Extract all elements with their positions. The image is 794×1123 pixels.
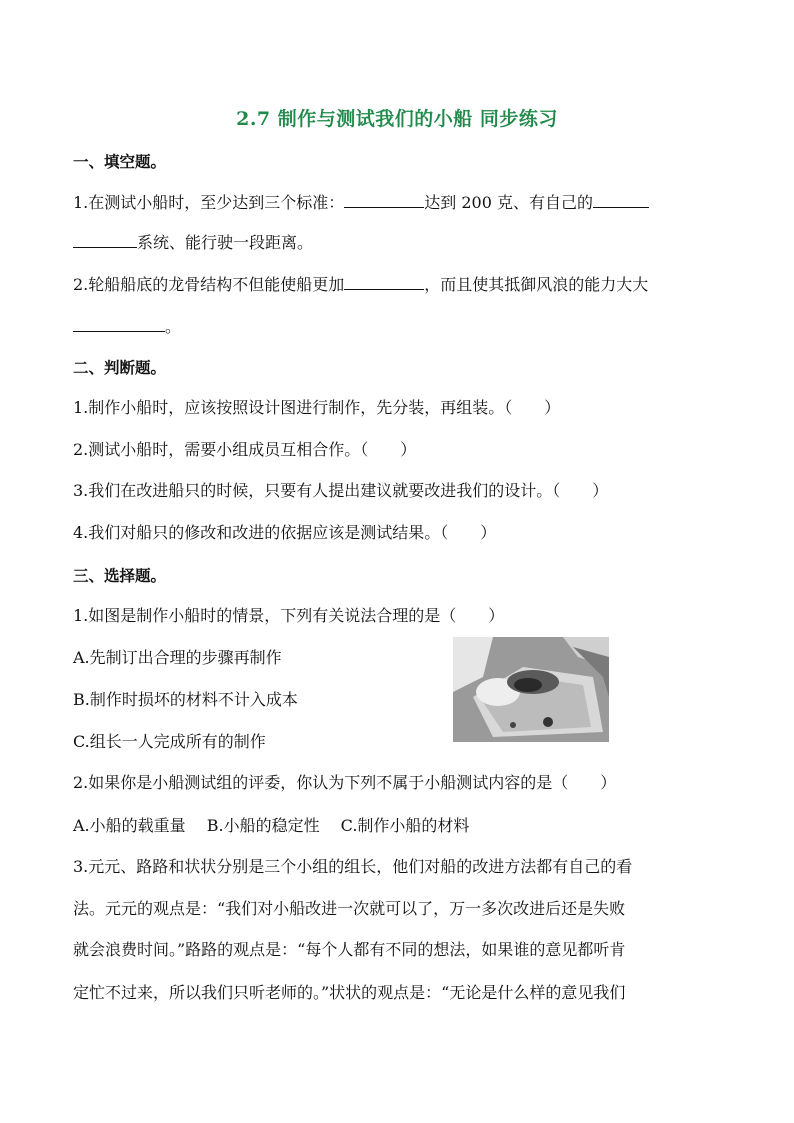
choice-q2-options[interactable]: A.小船的载重量 B.小船的稳定性 C.制作小船的材料 bbox=[73, 816, 470, 835]
answer-blank[interactable] bbox=[344, 274, 424, 290]
section-fill-heading: 一、填空题。 bbox=[73, 153, 167, 171]
answer-blank[interactable] bbox=[593, 192, 649, 208]
fill-q2-text-c: 。 bbox=[165, 317, 182, 336]
boat-making-photo-drawing bbox=[453, 637, 609, 742]
fill-q1-text-a: 1.在测试小船时，至少达到三个标准： bbox=[73, 193, 345, 212]
judge-question-2: 2.测试小船时，需要小组成员互相合作。（ ） bbox=[73, 440, 417, 459]
choice-question-2: 2.如果你是小船测试组的评委，你认为下列不属于小船测试内容的是（ ） bbox=[73, 773, 617, 792]
choice-q1-option-a[interactable]: A.先制订出合理的步骤再制作 bbox=[73, 648, 282, 667]
answer-blank[interactable] bbox=[344, 192, 424, 208]
fill-q1-text-c: 系统、能行驶一段距离。 bbox=[137, 233, 314, 252]
answer-blank[interactable] bbox=[73, 316, 165, 332]
fill-q1-text-b: 达到 200 克、有自己的 bbox=[424, 193, 593, 212]
choice-question-1: 1.如图是制作小船时的情景，下列有关说法合理的是（ ） bbox=[73, 606, 505, 625]
judge-question-1: 1.制作小船时，应该按照设计图进行制作，先分装，再组装。（ ） bbox=[73, 398, 561, 417]
choice-question-3-line-1: 3.元元、路路和状状分别是三个小组的组长，他们对船的改进方法都有自己的看 bbox=[73, 857, 633, 876]
section-judge-heading: 二、判断题。 bbox=[73, 359, 167, 377]
choice-question-3-line-4: 定忙不过来，所以我们只听老师的。”状状的观点是：“无论是什么样的意见我们 bbox=[73, 983, 626, 1002]
choice-question-3-line-3: 就会浪费时间。”路路的观点是：“每个人都有不同的想法，如果谁的意见都听肯 bbox=[73, 940, 626, 959]
choice-q1-option-b[interactable]: B.制作时损坏的材料不计入成本 bbox=[73, 690, 298, 709]
boat-making-photo bbox=[453, 637, 609, 742]
fill-q2-text-a: 2.轮船船底的龙骨结构不但能使船更加 bbox=[73, 275, 345, 294]
fill-question-1 bbox=[73, 192, 649, 213]
answer-blank[interactable] bbox=[73, 232, 137, 248]
fill-q2-text-b: ，而且使其抵御风浪的能力大大 bbox=[424, 275, 649, 294]
fill-question-1-cont bbox=[73, 232, 313, 253]
fill-question-2 bbox=[73, 274, 648, 295]
choice-question-3-line-2: 法。元元的观点是：“我们对小船改进一次就可以了，万一多次改进后还是失败 bbox=[73, 899, 626, 918]
section-choice-heading: 三、选择题。 bbox=[73, 567, 167, 585]
choice-q1-option-c[interactable]: C.组长一人完成所有的制作 bbox=[73, 732, 266, 751]
fill-question-2-cont bbox=[73, 316, 181, 337]
judge-question-4: 4.我们对船只的修改和改进的依据应该是测试结果。（ ） bbox=[73, 523, 497, 542]
page-title: 2.7 制作与测试我们的小船 同步练习 bbox=[236, 108, 558, 130]
judge-question-3: 3.我们在改进船只的时候，只要有人提出建议就要改进我们的设计。（ ） bbox=[73, 481, 609, 500]
